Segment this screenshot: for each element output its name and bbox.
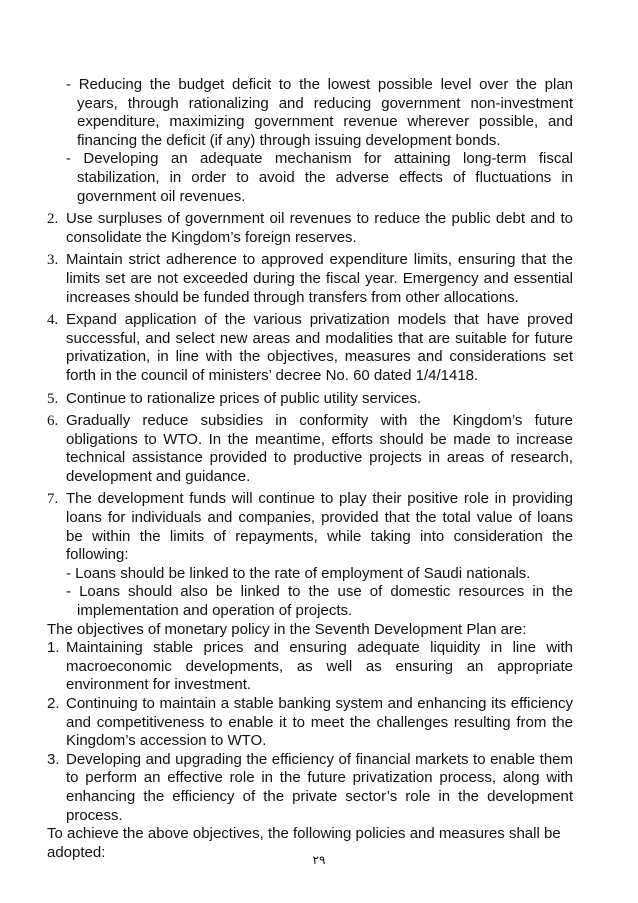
monetary-objective: [47, 751, 573, 825]
fiscal-item: [47, 311, 573, 385]
fiscal-subpoint: - Developing an adequate mechanism for attaining long-term fiscal stabilization, in order to avoid the adverse effects of fluctuations in government oil revenues.: [66, 150, 573, 205]
item-number: 4.: [47, 312, 59, 329]
item-text: Expand application of the various privatization models that have proved successful, and select new areas and modalities that are suitable for future privatization, in line with the objectives, measures and considerations set forth in the council of ministers’ decree No. 60 dated 1/4/1418.: [66, 311, 573, 384]
fiscal-subpoint: - Reducing the budget deficit to the lowest possible level over the plan years, through rationalizing and reducing government non-investment expenditure, maximizing government revenue wherever possible, and financing the deficit (if any) through issuing development bonds.: [66, 76, 573, 149]
monetary-objective: [47, 639, 573, 695]
item-number: 2.: [47, 695, 60, 712]
item-number: 7.: [47, 491, 59, 508]
item-text: The development funds will continue to play their positive role in providing loans for individuals and companies, provided that the total value of loans be within the limits of repayments, while taking into consideration the following:: [66, 490, 573, 564]
item-text: Continuing to maintain a stable banking system and enhancing its efficiency and competitiveness to enable it to meet the challenges resulting from the Kingdom’s accession to WTO.: [66, 695, 573, 750]
item-text: Continue to rationalize prices of public utility services.: [66, 389, 422, 407]
monetary-intro: The objectives of monetary policy in the Seventh Development Plan are:: [47, 620, 527, 638]
item-number: 1.: [47, 639, 60, 657]
page-number: ٢٩: [312, 853, 326, 867]
fiscal-item: [47, 390, 573, 409]
loan-subpoint: - Loans should also be linked to the use of domestic resources in the implementation and operation of projects.: [66, 583, 573, 620]
item-number: 3.: [47, 750, 60, 768]
fiscal-item: [47, 412, 573, 486]
item-number: 2.: [47, 211, 59, 228]
item-text: Use surpluses of government oil revenues to reduce the public debt and to consolidate the Kingdom’s foreign reserves.: [66, 210, 573, 246]
fiscal-item: [47, 251, 573, 307]
monetary-objective: [47, 695, 573, 751]
loan-subpoint: - Loans should be linked to the rate of employment of Saudi nationals.: [66, 564, 531, 582]
item-text: Gradually reduce subsidies in conformity with the Kingdom’s future obligations to WTO. In the meantime, efforts should be made to increase technical assistance provided to productive projects in areas of research, development and guidance.: [66, 412, 573, 485]
item-text: Maintaining stable prices and ensuring adequate liquidity in line with macroeconomic developments, as well as ensuring an appropriate environment for investment.: [66, 639, 573, 694]
item-number: 3.: [47, 252, 59, 269]
page-content: [47, 76, 573, 862]
fiscal-item: [47, 490, 573, 564]
item-number: 6.: [47, 413, 59, 430]
fiscal-item: [47, 210, 573, 247]
item-text: Developing and upgrading the efficiency of financial markets to enable them to perform an effective role in the future privatization process, along with enhancing the efficiency of the private sector’s role in the development process.: [66, 750, 573, 824]
item-number: 5.: [47, 390, 59, 407]
item-text: Maintain strict adherence to approved expenditure limits, ensuring that the limits set are not exceeded during the fiscal year. Emergency and essential increases should be funded through transfers from other allocations.: [66, 251, 573, 306]
closing-paragraph: To achieve the above objectives, the following policies and measures shall be adopted:: [47, 825, 561, 861]
